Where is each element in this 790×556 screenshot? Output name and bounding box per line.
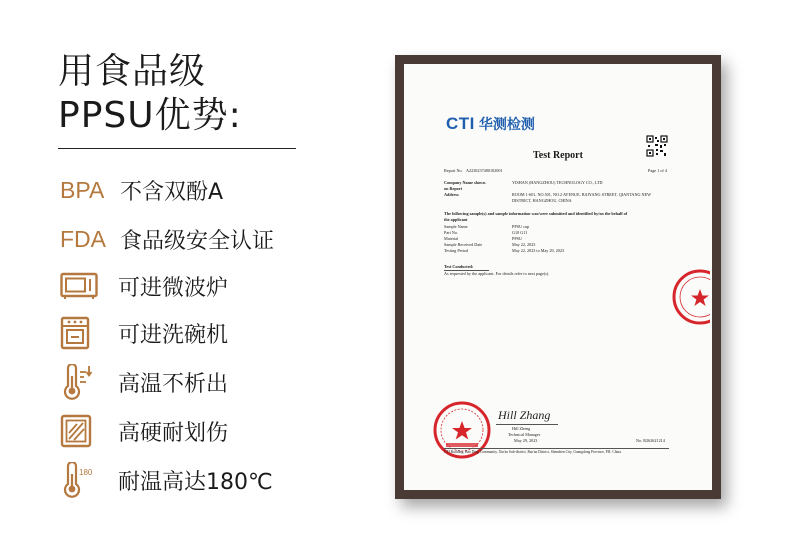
thermometer-180-icon: [60, 460, 104, 500]
signature-text: Hill Zhang: [498, 408, 551, 422]
feature-abbr: FDA: [60, 225, 106, 252]
report-title: Test Report: [533, 150, 583, 161]
feature-bpa: [60, 170, 223, 210]
feature-abbr: BPA: [60, 176, 105, 203]
feature-text: 食品级安全认证: [120, 228, 275, 254]
right-stamp: [670, 267, 710, 327]
signer-title: Technical Manager: [508, 432, 541, 437]
address-label: Address: [444, 192, 459, 197]
field-value: PPSU: [512, 236, 523, 241]
heading: [58, 50, 242, 138]
cti-logo-mark: CTI: [446, 114, 475, 133]
thermometer-180-label: 180: [79, 468, 93, 477]
company-name: YISHAN (HANGZHOU) TECHNOLOGY CO., LTD: [512, 180, 603, 185]
company-label: Company Name shown on Report: [444, 180, 486, 191]
report-no: A2230237480102001: [466, 168, 503, 173]
feature-microwave: [60, 266, 228, 306]
field-label: Part No.: [444, 230, 458, 235]
feature-heat: [60, 460, 273, 500]
signature-line: [496, 424, 558, 425]
hard-material-icon: [60, 411, 104, 451]
divider: [58, 148, 296, 149]
field-value: May 22, 2023: [512, 242, 536, 247]
dishwasher-icon: [60, 313, 104, 353]
feature-text: 可进微波炉: [118, 275, 229, 301]
intro-line2: the applicant: [444, 216, 468, 222]
field-label: Sample Received Date: [444, 242, 483, 247]
feature-no-leach: [60, 362, 228, 402]
heading-line1: 用食品级: [58, 51, 207, 92]
cert-number: No. R262621214: [636, 438, 665, 443]
feature-text: 耐温高达180℃: [118, 469, 273, 495]
feature-text: 不含双酚A: [120, 179, 224, 205]
page-number: Page 1 of 4: [648, 168, 667, 173]
address-line1: ROOM 1-601, NO.501, NO.2 AVENUE, BAIYANG STREET, QIANTANG NEW: [512, 192, 652, 197]
test-conducted-text: As requested by the applicant. For details refer to next page(s).: [444, 271, 550, 276]
intro-line1: The following sample(s) and sample information was/were submitted and identified by/on the behalf of: [444, 211, 628, 216]
test-conducted-label: Test Conducted:: [444, 264, 474, 269]
feature-text: 高温不析出: [118, 371, 229, 397]
sign-date: May 29, 2023: [514, 438, 538, 443]
field-label: Testing Period: [444, 248, 469, 253]
cti-logo: [446, 114, 535, 134]
field-value: G10 G11: [512, 230, 528, 235]
address-line2: DISTRICT, HANGZHOU, CHINA: [512, 198, 572, 203]
heading-line2: PPSU优势:: [58, 95, 242, 136]
thermometer-icon: [60, 362, 104, 402]
footer-address: CTI Building, Bao Ding Community, Xin'an Sub-district, Bao'an District, Shenzhen City, Guangdong Province, P.R. China: [444, 450, 621, 454]
feature-text: 高硬耐划伤: [118, 420, 229, 446]
field-value: May 22, 2023 to May 29, 2023: [512, 248, 565, 253]
report-no-label: Report No.: [444, 168, 463, 173]
certificate-frame: [395, 55, 721, 499]
signature: [496, 404, 558, 424]
field-label: Sample Name: [444, 224, 468, 229]
microwave-icon: [60, 266, 104, 306]
feature-scratch: [60, 411, 228, 451]
field-label: Material: [444, 236, 459, 241]
feature-fda: [60, 219, 274, 259]
footer-rule: [444, 448, 669, 449]
field-value: PPSU cup: [512, 224, 530, 229]
cti-logo-cn: 华测检测: [478, 117, 535, 133]
signer-name: Hill Zheng: [512, 426, 531, 431]
certificate-paper: [404, 64, 712, 490]
feature-text: 可进洗碗机: [118, 322, 229, 348]
feature-dishwasher: [60, 313, 228, 353]
